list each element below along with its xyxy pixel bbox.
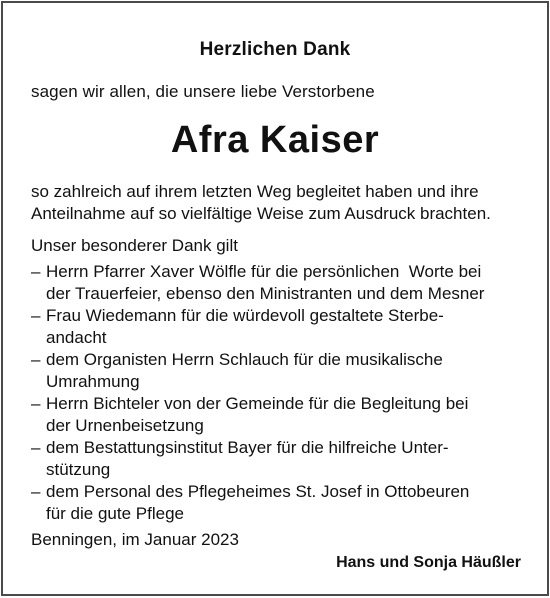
body-text bbox=[31, 181, 536, 225]
obituary-card bbox=[1, 1, 549, 596]
body-line: so zahlreich auf ihrem letzten Weg begleitet haben und ihre bbox=[31, 182, 479, 201]
dash-bullet: – bbox=[31, 262, 41, 281]
dash-bullet: – bbox=[31, 394, 41, 413]
thanks-item bbox=[31, 393, 536, 437]
thanks-line: der Trauerfeier, ebenso den Ministranten und dem Mesner bbox=[46, 284, 485, 303]
thanks-line: Herrn Pfarrer Xaver Wölfle für die persönlichen Worte bei bbox=[46, 262, 482, 281]
thanks-list bbox=[31, 261, 536, 525]
dash-bullet: – bbox=[31, 350, 41, 369]
intro-text: sagen wir allen, die unsere liebe Verstorbene bbox=[31, 82, 375, 101]
thanks-line: Umrahmung bbox=[46, 372, 140, 391]
special-thanks-intro: Unser besonderer Dank gilt bbox=[31, 236, 238, 255]
dash-bullet: – bbox=[31, 482, 41, 501]
dash-bullet: – bbox=[31, 306, 41, 325]
place-date: Benningen, im Januar 2023 bbox=[31, 530, 239, 549]
body-line: Anteilnahme auf so vielfältige Weise zum Ausdruck brachten. bbox=[31, 204, 491, 223]
deceased-name: Afra Kaiser bbox=[170, 119, 380, 161]
thanks-line: andacht bbox=[46, 328, 107, 347]
thanks-line: Frau Wiedemann für die würdevoll gestaltete Sterbe- bbox=[46, 306, 444, 325]
dash-bullet: – bbox=[31, 438, 41, 457]
thanks-item bbox=[31, 305, 536, 349]
thanks-item bbox=[31, 261, 536, 305]
heading: Herzlichen Dank bbox=[199, 39, 351, 60]
thanks-line: dem Organisten Herrn Schlauch für die musikalische bbox=[46, 350, 443, 369]
thanks-line: dem Bestattungsinstitut Bayer für die hilfreiche Unter- bbox=[46, 438, 449, 457]
thanks-line: stützung bbox=[46, 460, 111, 479]
thanks-line: der Urnenbeisetzung bbox=[46, 416, 204, 435]
thanks-item bbox=[31, 349, 536, 393]
thanks-item bbox=[31, 481, 536, 525]
thanks-line: dem Personal des Pflegeheimes St. Josef in Ottobeuren bbox=[46, 482, 470, 501]
thanks-line: für die gute Pflege bbox=[46, 504, 184, 523]
signature: Hans und Sonja Häußler bbox=[336, 554, 521, 571]
thanks-line: Herrn Bichteler von der Gemeinde für die Begleitung bei bbox=[46, 394, 469, 413]
thanks-item bbox=[31, 437, 536, 481]
